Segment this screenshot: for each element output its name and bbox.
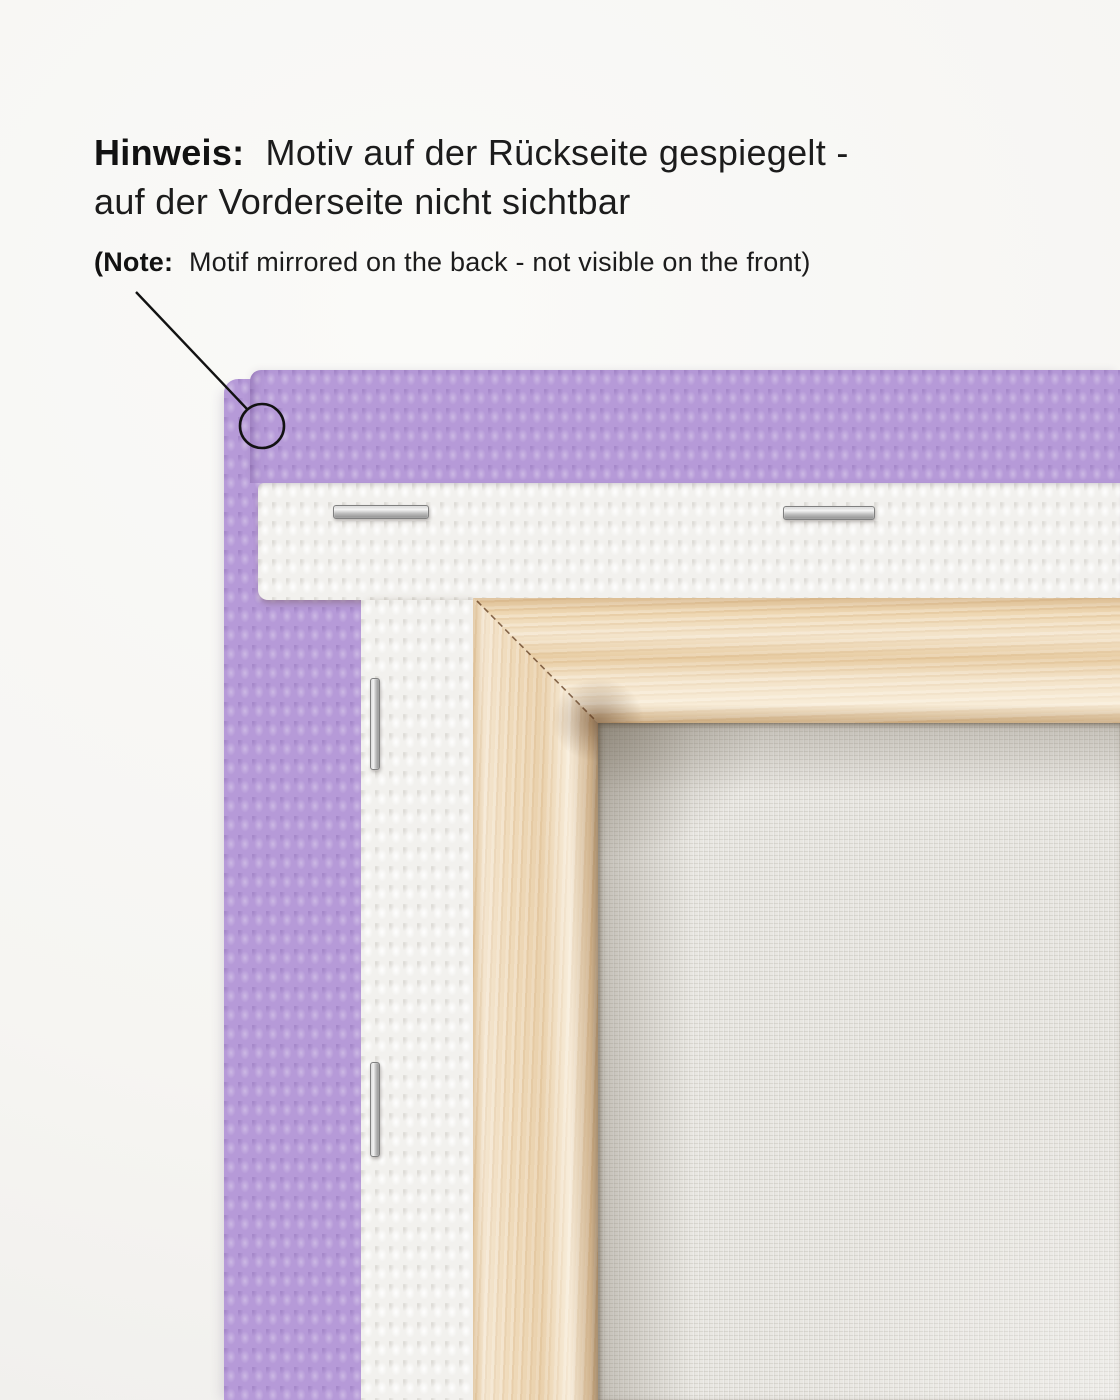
staple (783, 506, 875, 520)
staple (333, 505, 429, 519)
frame-shadow-on-canvas (598, 723, 1120, 1400)
note-german (94, 128, 849, 226)
purple-canvas-edge-top (250, 370, 1120, 483)
note-german-label: Hinweis: (94, 132, 245, 173)
note-german-line1: Motiv auf der Rückseite gespiegelt - (265, 132, 849, 173)
note-german-line2: auf der Vorderseite nicht sichtbar (94, 181, 631, 222)
canvas-fold-strip-top (258, 483, 1120, 600)
note-english-label: (Note: (94, 247, 174, 277)
staple (370, 678, 380, 770)
note-english (94, 245, 811, 279)
staple (370, 1062, 380, 1157)
canvas-back-center (598, 723, 1120, 1400)
note-english-text: Motif mirrored on the back - not visible on the front) (188, 247, 811, 277)
stretcher-bar-vertical (473, 598, 598, 1400)
